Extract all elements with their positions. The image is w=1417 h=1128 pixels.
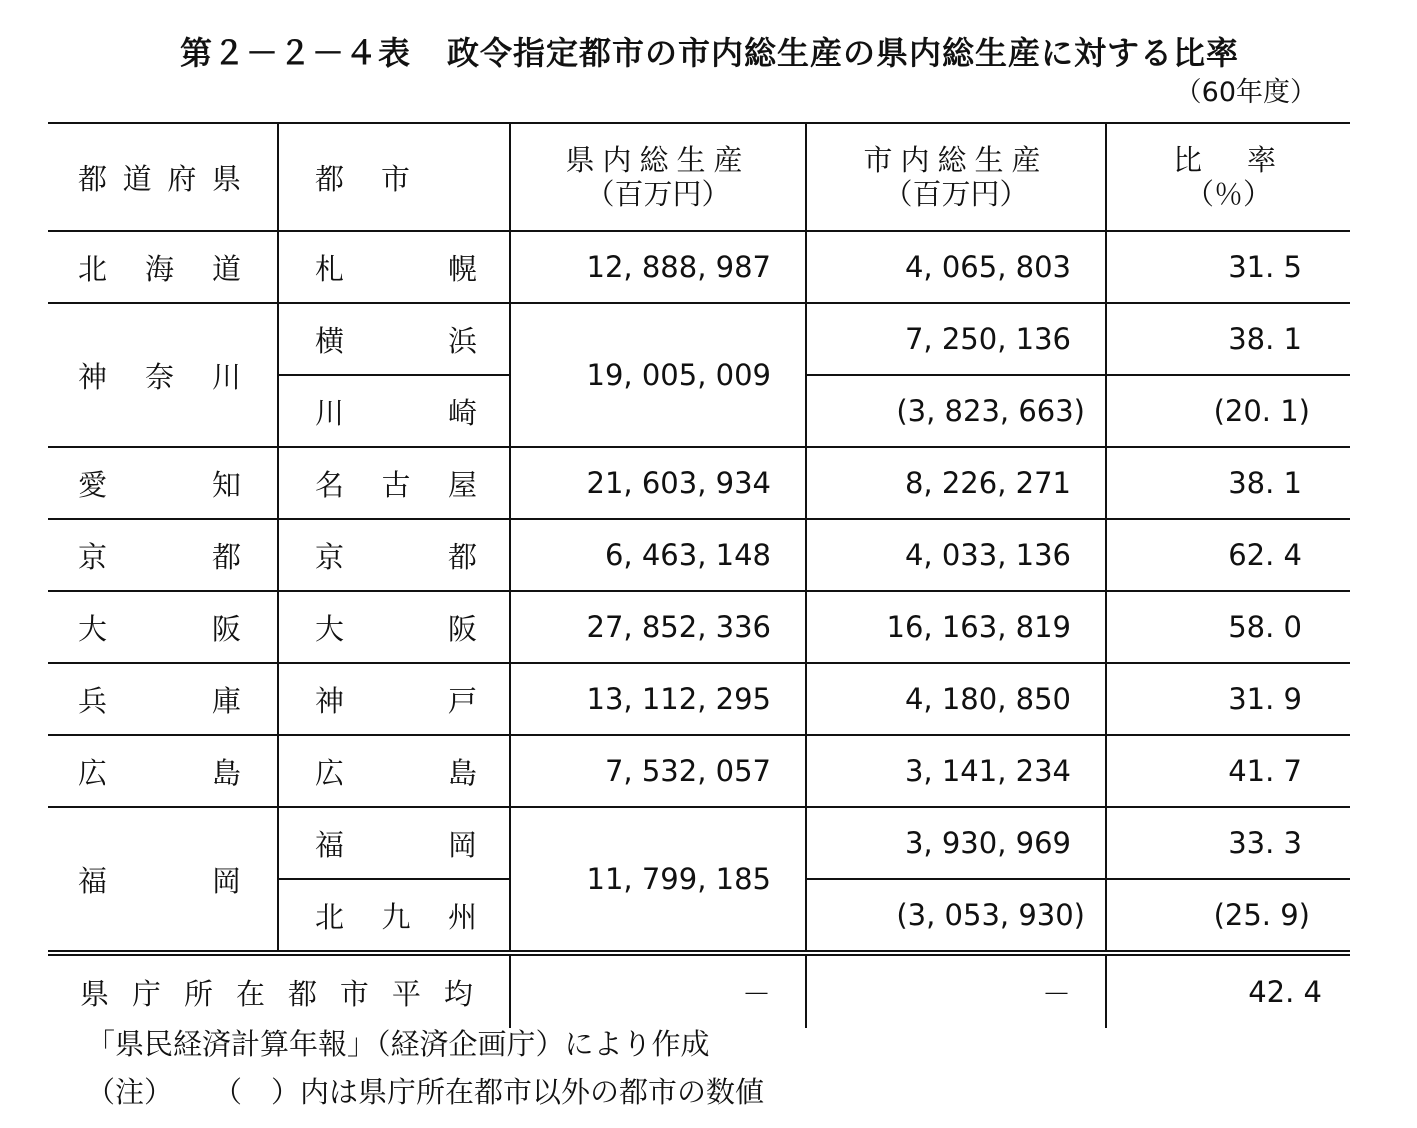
table-row	[48, 735, 1350, 807]
footer-label-text: 県 庁 所 在 都 市 平 均	[80, 976, 473, 1011]
cell-ratio: 58. 0	[1106, 591, 1350, 663]
cell-pref-gdp: 13, 112, 295	[510, 663, 806, 735]
header-ratio-line1: 比 率	[1172, 143, 1284, 177]
cell-city	[278, 447, 510, 519]
cell-ratio: 38. 1	[1106, 303, 1350, 375]
cell-pref-gdp: 12, 888, 987	[510, 231, 806, 303]
cell-footer-pref-gdp: －	[510, 953, 806, 1028]
header-city-gdp-line1: 市内総生産	[863, 143, 1049, 177]
prefecture-text: 京 都	[78, 539, 241, 574]
city-text: 北 九 州	[315, 899, 477, 934]
cell-city-gdp: (3, 823, 663)	[806, 375, 1106, 447]
prefecture-text: 愛 知	[78, 467, 241, 502]
cell-ratio: 41. 7	[1106, 735, 1350, 807]
city-text: 札 幌	[315, 251, 477, 286]
ratio-table	[48, 122, 1350, 1028]
cell-city-gdp: 4, 065, 803	[806, 231, 1106, 303]
cell-city-gdp: 4, 033, 136	[806, 519, 1106, 591]
cell-prefecture	[48, 591, 278, 663]
cell-footer-city-gdp: －	[806, 953, 1106, 1028]
cell-city	[278, 591, 510, 663]
header-pref-gdp-line1: 県内総生産	[565, 143, 751, 177]
table-row	[48, 663, 1350, 735]
city-text: 川 崎	[315, 395, 477, 430]
city-text: 福 岡	[315, 827, 477, 862]
cell-prefecture	[48, 807, 278, 953]
cell-footer-ratio: 42. 4	[1106, 953, 1350, 1028]
prefecture-text: 神 奈 川	[78, 359, 241, 394]
cell-pref-gdp: 27, 852, 336	[510, 591, 806, 663]
cell-ratio: 38. 1	[1106, 447, 1350, 519]
cell-city	[278, 303, 510, 375]
table-number: 第２－２－４表	[180, 34, 412, 72]
cell-pref-gdp: 11, 799, 185	[510, 807, 806, 953]
header-ratio-line2: （％）	[1184, 177, 1272, 211]
notes	[86, 1020, 764, 1116]
cell-city-gdp: (3, 053, 930)	[806, 879, 1106, 953]
cell-city	[278, 519, 510, 591]
prefecture-text: 北 海 道	[78, 251, 241, 286]
annotation-note	[86, 1068, 764, 1116]
table-row	[48, 447, 1350, 519]
cell-city-gdp: 8, 226, 271	[806, 447, 1106, 519]
header-city-gdp-line2: （百万円）	[883, 177, 1029, 211]
header-pref-gdp-line2: （百万円）	[585, 177, 731, 211]
header-ratio	[1106, 123, 1350, 231]
prefecture-text: 大 阪	[78, 611, 241, 646]
cell-pref-gdp: 6, 463, 148	[510, 519, 806, 591]
cell-pref-gdp: 21, 603, 934	[510, 447, 806, 519]
cell-city	[278, 663, 510, 735]
fiscal-year-note: （60年度）	[1174, 77, 1317, 108]
table-header-row	[48, 123, 1350, 231]
table-footer-row	[48, 953, 1350, 1028]
prefecture-text: 福 岡	[78, 863, 241, 898]
cell-ratio: 33. 3	[1106, 807, 1350, 879]
cell-city	[278, 375, 510, 447]
cell-city	[278, 231, 510, 303]
cell-prefecture	[48, 303, 278, 447]
header-city	[278, 123, 510, 231]
header-city-text: 都 市	[315, 161, 415, 196]
source-note: 「県民経済計算年報」（経済企画庁）により作成	[86, 1027, 710, 1061]
cell-city	[278, 807, 510, 879]
note-label: （注）	[86, 1075, 174, 1109]
cell-city	[278, 879, 510, 953]
cell-ratio: 31. 5	[1106, 231, 1350, 303]
cell-city-gdp: 4, 180, 850	[806, 663, 1106, 735]
city-text: 名 古 屋	[315, 467, 477, 502]
cell-city-gdp: 3, 930, 969	[806, 807, 1106, 879]
cell-ratio: (20. 1)	[1106, 375, 1350, 447]
prefecture-text: 兵 庫	[78, 683, 241, 718]
table-row	[48, 231, 1350, 303]
city-text: 神 戸	[315, 683, 477, 718]
cell-footer-label	[48, 953, 510, 1028]
header-prefecture-text: 都 道 府 県	[78, 161, 241, 196]
table-row	[48, 807, 1350, 879]
cell-ratio: (25. 9)	[1106, 879, 1350, 953]
cell-ratio: 31. 9	[1106, 663, 1350, 735]
note-text: （ ）内は県庁所在都市以外の都市の数値	[213, 1075, 765, 1109]
table-row	[48, 519, 1350, 591]
city-text: 横 浜	[315, 323, 477, 358]
cell-pref-gdp: 19, 005, 009	[510, 303, 806, 447]
cell-pref-gdp: 7, 532, 057	[510, 735, 806, 807]
cell-ratio: 62. 4	[1106, 519, 1350, 591]
cell-city-gdp: 3, 141, 234	[806, 735, 1106, 807]
header-prefecture	[48, 123, 278, 231]
cell-prefecture	[48, 663, 278, 735]
city-text: 広 島	[315, 755, 477, 790]
cell-city	[278, 735, 510, 807]
table-row	[48, 303, 1350, 375]
header-pref-gdp	[510, 123, 806, 231]
table-title-text: 政令指定都市の市内総生産の県内総生産に対する比率	[447, 34, 1240, 72]
prefecture-text: 広 島	[78, 755, 241, 790]
city-text: 大 阪	[315, 611, 477, 646]
cell-prefecture	[48, 447, 278, 519]
cell-prefecture	[48, 231, 278, 303]
header-city-gdp	[806, 123, 1106, 231]
cell-city-gdp: 16, 163, 819	[806, 591, 1106, 663]
table-title	[180, 28, 1239, 74]
table-row	[48, 591, 1350, 663]
cell-city-gdp: 7, 250, 136	[806, 303, 1106, 375]
city-text: 京 都	[315, 539, 477, 574]
cell-prefecture	[48, 519, 278, 591]
cell-prefecture	[48, 735, 278, 807]
